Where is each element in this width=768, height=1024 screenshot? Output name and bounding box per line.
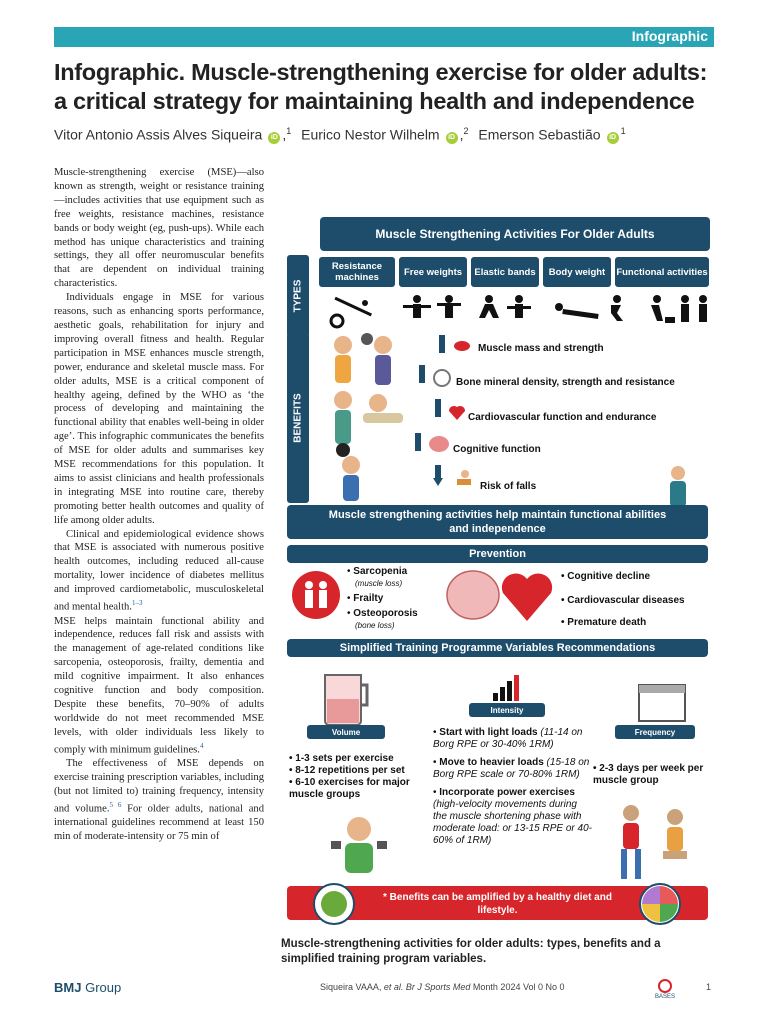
author-name[interactable]: Vitor Antonio Assis Alves Siqueira xyxy=(54,126,263,143)
training-header: Simplified Training Programme Variables Recommendations xyxy=(287,639,708,657)
figure-caption: Muscle-strengthening activities for older adults: types, benefits and a simplified training program variables. xyxy=(281,938,661,965)
prevention-item: • Sarcopenia (muscle loss) xyxy=(347,566,408,588)
volume-list: • 1-3 sets per exercise • 8-12 repetitions per set • 6-10 exercises for major muscle groups xyxy=(289,753,410,800)
type-free-weights: Free weights xyxy=(399,257,467,287)
calendar-icon xyxy=(637,679,687,723)
prevention-item: • Premature death xyxy=(561,617,647,628)
frequency-list: • 2-3 days per week per muscle group xyxy=(593,763,704,786)
prevention-item: • Frailty xyxy=(347,593,384,604)
author-list: Vitor Antonio Assis Alves Siqueira iD ,$^1$ Eurico Nestor Wilhelm iD ,$^2$ Emerson Sebastião $iD^1$ xyxy=(54,126,626,143)
benefit-bone: Bone mineral density, strength and resistance xyxy=(456,377,675,388)
article-title: Infographic. Muscle-strengthening exercise for older adults: a critical strategy for maintaining health and independence xyxy=(54,59,708,114)
elderly-man-weights-icon xyxy=(329,811,389,879)
benefit-cardio: Cardiovascular function and endurance xyxy=(468,412,657,423)
section-label: Infographic xyxy=(631,28,708,44)
citation: Siqueira VAAA, et al. Br J Sports Med Month 2024 Vol 0 No 0 xyxy=(320,982,565,992)
orcid-icon[interactable]: iD xyxy=(607,132,619,144)
article-body xyxy=(54,166,264,844)
muscle-icon xyxy=(453,340,471,352)
paragraph: Individuals engage in MSE for various reasons, such as enhancing sports performance, aesthetic goals, rehabilitation for injury and improving overall fitness and health. Regular participation in MSE enhances muscle strength, power, endurance and skeletal muscle mass. For older adults, MSE is a critical component of healthy ageing, defined by the WHO as ‘the process of developing and maintaining the functional ability that enables well-being in older age’. This infographic communicates the benefits of MSE for older adults and summarises key MSE recommendations for this population. It aims to assist clinicians and health professionals in integrating MSE into routine care, thereby promoting better health outcomes and quality of life among older adults. xyxy=(54,292,264,526)
elderly-women-exercising-icon xyxy=(603,803,703,883)
benefit-muscle: Muscle mass and strength xyxy=(478,343,604,354)
paragraph: Clinical and epidemiological evidence shows that MSE is associated with numerous positive health outcomes, including reduced all-cause mortality, lower incidence of diabetes mellitus and improved cardiometabolic, musculoskeletal and mental health.$^{1-3}$ xyxy=(54,528,264,613)
section-banner xyxy=(54,27,714,47)
type-resistance-machines: Resistance machines xyxy=(319,257,395,287)
types-sidebar: TYPES xyxy=(287,255,309,337)
diet-banner: * Benefits can be amplified by a healthy diet and lifestyle. xyxy=(287,886,708,920)
orcid-icon[interactable]: iD xyxy=(446,132,458,144)
frail-elderly-icon xyxy=(291,570,341,620)
brain-heart-icon xyxy=(445,565,555,625)
reference-link[interactable]: 4 xyxy=(199,741,204,750)
measuring-cup-icon xyxy=(321,671,371,727)
prevention-item: • Cognitive decline xyxy=(561,571,651,582)
maintain-abilities-banner: Muscle strengthening activities help maintain functional abilities and independence xyxy=(287,505,708,539)
type-functional-activities: Functional activities xyxy=(615,257,709,287)
paragraph: MSE helps maintain functional ability and independence, reduces fall risk and assists with the management of age-related conditions like sarcopenia, osteoporosis, frailty, dementia and mild cognitive impairment. It also enhances cognitive function and body composition. Despite these benefits, 70–90% of adults worldwide do not meet recommended MSE levels, with older individuals less likely to comply with minimum guidelines.$^4$ xyxy=(54,615,264,756)
healthy-plate-icon xyxy=(639,883,681,925)
paragraph: The effectiveness of MSE depends on exercise training prescription variables, including (but not limited to) training frequency, intensity and volume.$^{5 6}$ For older adults, national and international guidelines recommend at least 150 min of moderate-intensity or 75 min of xyxy=(54,758,264,843)
benefit-falls: Risk of falls xyxy=(480,481,537,492)
intensity-list: • Start with light loads (11-14 on Borg RPE or 30-40% 1RM) • Move to heavier loads (15-18 on Borg RPE scale or 70-80% 1RM) • Incorporate power exercises (high-velocity movements during the muscle shortening phase with moderate load: or 13-15 RPE or 40-60% of 1RM) xyxy=(433,727,592,846)
bone-icon xyxy=(431,369,453,387)
heart-icon xyxy=(447,403,467,421)
author-name[interactable]: Emerson Sebastião xyxy=(478,126,601,143)
benefit-cognitive: Cognitive function xyxy=(453,444,541,455)
increase-arrow-icon xyxy=(439,335,445,353)
paragraph: Muscle-strengthening exercise (MSE)—also known as strength, weight or resistance training—includes activities that use equipment such as free weights, resistance machines, resistance bands or body weight (eg, push-ups). While each method has unique characteristics and training settings, they all offer neuromuscular benefits that are dependent on individual training characteristics. xyxy=(54,167,264,290)
author-name[interactable]: Eurico Nestor Wilhelm xyxy=(301,126,440,143)
brain-icon xyxy=(428,435,450,453)
increase-arrow-icon xyxy=(419,365,425,383)
reference-link[interactable]: 5 6 xyxy=(109,800,122,809)
orcid-icon[interactable]: iD xyxy=(268,132,280,144)
prevention-item: • Osteoporosis (bone loss) xyxy=(347,608,418,630)
publisher-logo[interactable]: BMJ Group xyxy=(54,980,122,995)
reference-link[interactable]: 1–3 xyxy=(131,599,143,608)
frequency-label: Frequency xyxy=(615,725,695,739)
infographic xyxy=(281,215,715,975)
salad-bowl-icon xyxy=(313,883,355,925)
page-number: 1 xyxy=(706,982,712,992)
prevention-item: • Cardiovascular diseases xyxy=(561,595,685,606)
increase-arrow-icon xyxy=(435,399,441,417)
benefits-sidebar: BENEFITS xyxy=(287,333,309,503)
infographic-title: Muscle Strengthening Activities For Older Adults xyxy=(320,217,710,251)
intensity-bars-icon xyxy=(491,667,527,703)
decrease-arrow-icon xyxy=(433,465,443,487)
bases-badge-icon xyxy=(650,978,680,1000)
increase-arrow-icon xyxy=(415,433,421,451)
prevention-header: Prevention xyxy=(287,545,708,563)
intensity-label: Intensity xyxy=(469,703,545,717)
type-elastic-bands: Elastic bands xyxy=(471,257,539,287)
svg-text:BASES: BASES xyxy=(654,994,676,1000)
volume-label: Volume xyxy=(307,725,385,739)
type-body-weight: Body weight xyxy=(543,257,611,287)
older-adults-exercising-icon xyxy=(323,325,413,505)
fall-icon xyxy=(453,469,473,489)
